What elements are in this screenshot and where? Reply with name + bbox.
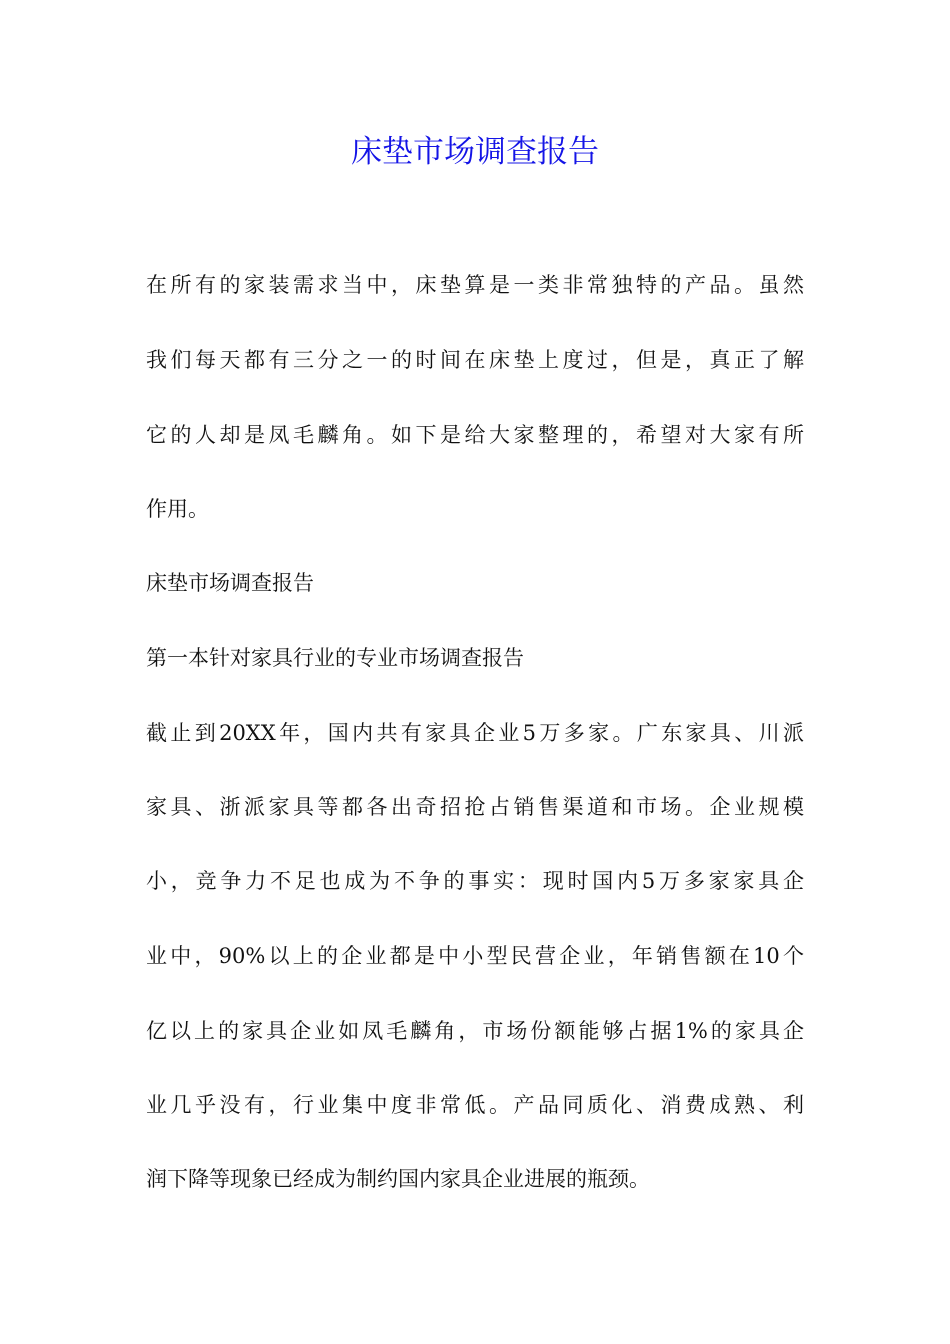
intro-line: 它的人却是凤毛麟角。如下是给大家整理的，希望对大家有所 — [146, 423, 804, 447]
body-line: 亿以上的家具企业如凤毛麟角，市场份额能够占据1%的家具企 — [146, 1019, 804, 1043]
subheading: 床垫市场调查报告 — [146, 571, 314, 595]
intro-line: 在所有的家装需求当中，床垫算是一类非常独特的产品。虽然 — [146, 273, 804, 297]
document-title: 床垫市场调查报告 — [351, 134, 599, 170]
intro-line: 作用。 — [146, 497, 209, 521]
body-line: 业中，90%以上的企业都是中小型民营企业，年销售额在10个 — [146, 944, 804, 968]
subheading: 第一本针对家具行业的专业市场调查报告 — [146, 646, 524, 670]
body-line: 家具、浙派家具等都各出奇招抢占销售渠道和市场。企业规模 — [146, 795, 804, 819]
intro-line: 我们每天都有三分之一的时间在床垫上度过，但是，真正了解 — [146, 348, 804, 372]
body-line: 截止到20XX年，国内共有家具企业5万多家。广东家具、川派 — [146, 721, 804, 745]
body-line: 业几乎没有，行业集中度非常低。产品同质化、消费成熟、利 — [146, 1093, 804, 1117]
body-line: 小，竞争力不足也成为不争的事实：现时国内5万多家家具企 — [146, 869, 804, 893]
body-line: 润下降等现象已经成为制约国内家具企业进展的瓶颈。 — [146, 1167, 650, 1191]
